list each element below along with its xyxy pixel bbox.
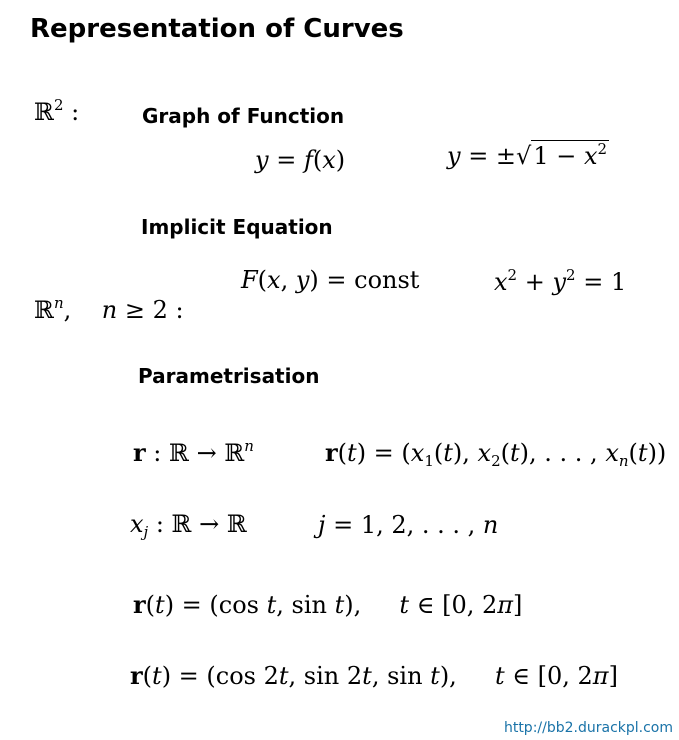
r2-label: ℝ$^2$ : — [34, 96, 80, 126]
heading-graph-of-function: Graph of Function — [142, 104, 345, 128]
formula-graph-example: $y = \pm√1 - x^2$ — [447, 140, 608, 170]
formula-index-range: j = 1, 2, . . . , n — [318, 511, 499, 539]
rn-label: ℝ$^n$, n ≥ 2 : — [34, 294, 184, 324]
heading-implicit-equation: Implicit Equation — [141, 215, 333, 239]
formula-param-map: r : ℝ → ℝ$^n$ — [133, 437, 254, 467]
formula-graph-general: y = f(x) — [255, 146, 346, 174]
formula-param-components: $r(t) = (x_1(t)$, $x_2(t)$, . . . , $x_n(t)$) — [325, 438, 667, 470]
formula-implicit-example: $x^2 + y^2 = 1$ — [494, 266, 627, 296]
source-url: http://bb2.durackpl.com — [503, 720, 673, 736]
page-title: Representation of Curves — [30, 14, 404, 44]
formula-implicit-general: F(x, y) = const — [241, 266, 420, 294]
formula-circle-param: r(t) = (cos t, sin t), t ∈ [0, 2π] — [133, 590, 523, 619]
formula-space-curve-param: r(t) = (cos 2t, sin 2t, sin t), t ∈ [0, 2π] — [130, 661, 618, 690]
formula-component-map: $x_j$ : ℝ → ℝ — [130, 510, 247, 541]
heading-parametrisation: Parametrisation — [138, 364, 320, 388]
